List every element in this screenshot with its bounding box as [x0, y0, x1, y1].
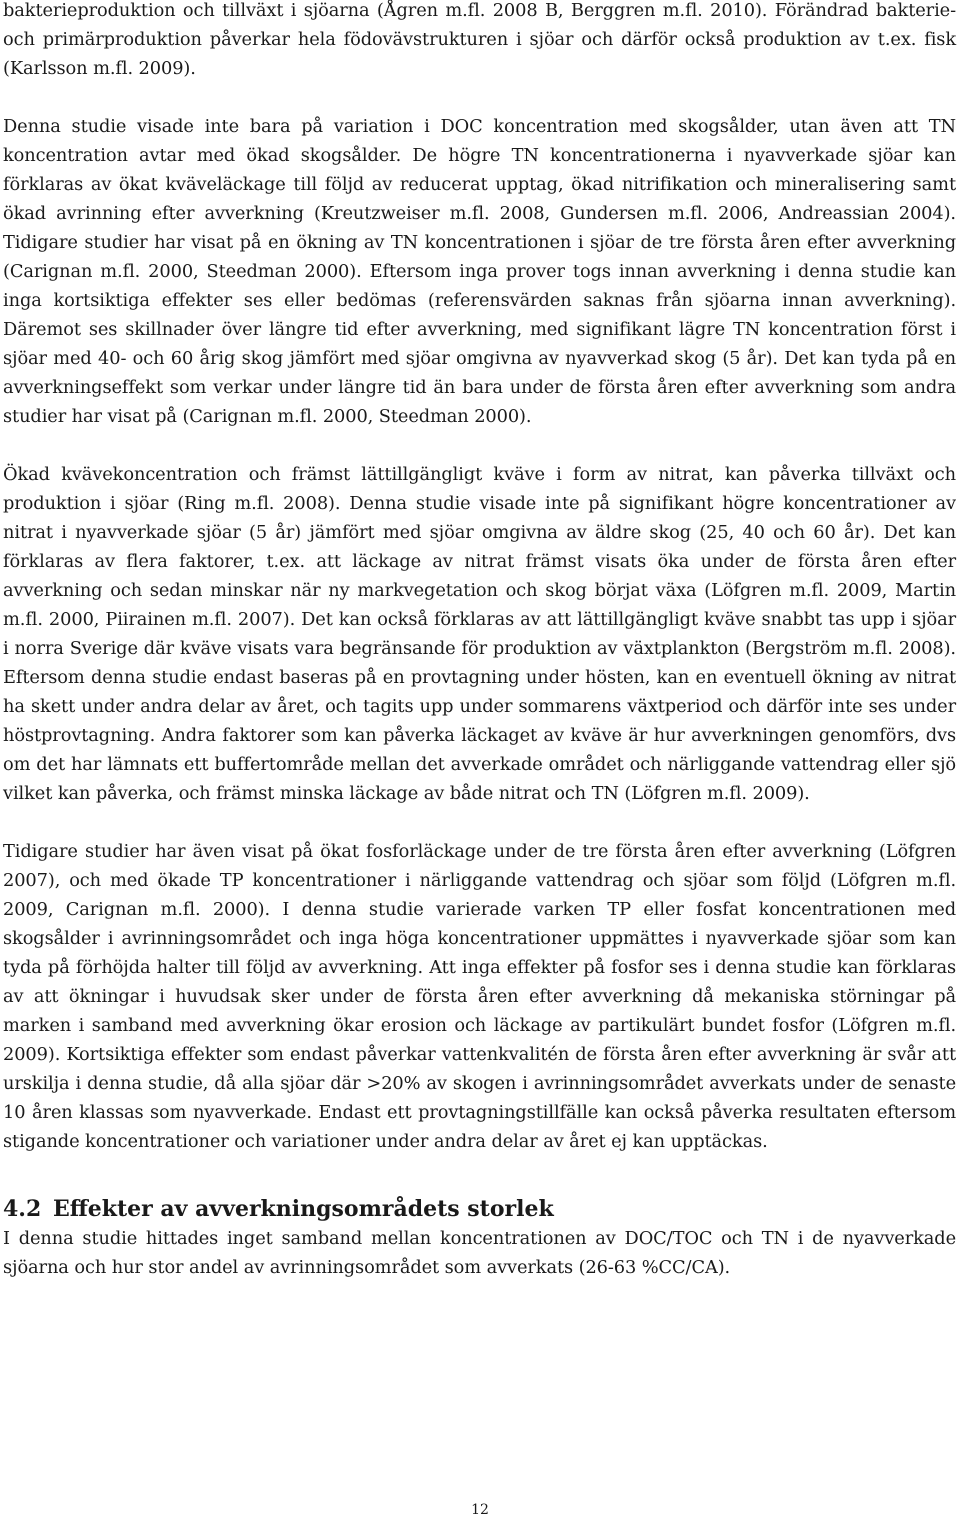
page-number: 12 [471, 1502, 489, 1518]
paragraph-3: Ökad kvävekoncentration och främst lättillgängligt kväve i form av nitrat, kan påverka tillväxt och produktion i sjöar (Ring m.fl. 2008). Denna studie visade inte på signifikant högre koncentrationer av nitrat i nyavverkade sjöar (5 år) jämfört med sjöar omgivna av äldre skog (25, 40 och 60 år). Det kan förklaras av flera faktorer, t.ex. att läckage av nitrat främst visats öka under de första åren efter avverkning och sedan minskar när ny markvegetation och skog börjat växa (Löfgren m.fl. 2009, Martin m.fl. 2000, Piirainen m.fl. 2007). Det kan också förklaras av att lättillgängligt kväve snabbt tas upp i sjöar i norra Sverige där kväve visats vara begränsande för produktion av växtplankton (Bergström m.fl. 2008). Eftersom denna studie endast baseras på en provtagning under hösten, kan en eventuell ökning av nitrat ha skett under andra delar av året, och tagits upp under sommarens växtperiod och därför inte ses under höstprovtagning. Andra faktorer som kan påverka läckaget av kväve är hur avverkningen genomförs, dvs om det har lämnats ett buffertområde mellan det avverkade området och närliggande vattendrag eller sjö vilket kan påverka, och främst minska läckage av både nitrat och TN (Löfgren m.fl. 2009). [3, 464, 956, 804]
section-heading [3, 1194, 956, 1224]
paragraph-2: Denna studie visade inte bara på variation i DOC koncentration med skogsålder, utan även att TN koncentration avtar med ökad skogsålder. De högre TN koncentrationerna i nyavverkade sjöar kan förklaras av ökat kväveläckage till följd av reducerat upptag, ökad nitrifikation och mineralisering samt ökad avrinning efter avverkning (Kreutzweiser m.fl. 2008, Gundersen m.fl. 2006, Andreassian 2004). Tidigare studier har visat på en ökning av TN koncentrationen i sjöar de tre första åren efter avverkning (Carignan m.fl. 2000, Steedman 2000). Eftersom inga prover togs innan avverkning i denna studie kan inga kortsiktiga effekter ses eller bedömas (referensvärden saknas från sjöarna innan avverkning). Däremot ses skillnader över längre tid efter avverkning, med signifikant lägre TN koncentration först i sjöar med 40- och 60 årig skog jämfört med sjöar omgivna av nyavverkad skog (5 år). Det kan tyda på en avverkningseffekt som verkar under längre tid än bara under de första åren efter avverkning som andra studier har visat på (Carignan m.fl. 2000, Steedman 2000). [3, 116, 956, 427]
section-title: Effekter av avverkningsområdets storlek [52, 1196, 554, 1222]
section-paragraph: I denna studie hittades inget samband mellan koncentrationen av DOC/TOC och TN i de nyavverkade sjöarna och hur stor andel av avrinningsområdet som avverkats (26-63 %CC/CA). [3, 1228, 956, 1278]
paragraph-4: Tidigare studier har även visat på ökat fosforläckage under de tre första åren efter avverkning (Löfgren 2007), och med ökade TP koncentrationer i närliggande vattendrag och sjöar som följd (Löfgren m.fl. 2009, Carignan m.fl. 2000). I denna studie varierade varken TP eller fosfat koncentrationen med skogsålder i avrinningsområdet och inga höga koncentrationer uppmättes i nyavverkade sjöar som kan tyda på förhöjda halter till följd av avverkning. Att inga effekter på fosfor ses i denna studie kan förklaras av att ökningar i huvudsak sker under de första åren efter avverkning då mekaniska störningar på marken i samband med avverkning ökar erosion och läckage av partikulärt bundet fosfor (Löfgren m.fl. 2009). Kortsiktiga effekter som endast påverkar vattenkvalitén de första åren efter avverkning är svår att urskilja i denna studie, då alla sjöar där >20% av skogen i avrinningsområdet avverkats under de senaste 10 åren klassas som nyavverkade. Endast ett provtagningstillfälle kan också påverka resultaten eftersom stigande koncentrationer och variationer under andra delar av året ej kan upptäckas. [3, 841, 956, 1152]
section-number: 4.2 [3, 1196, 42, 1222]
paragraph-1: bakterieproduktion och tillväxt i sjöarna (Ågren m.fl. 2008 B, Berggren m.fl. 2010). Förändrad bakterie- och primärproduktion påverkar hela födovävstrukturen i sjöar och därför också produktion av t.ex. fisk (Karlsson m.fl. 2009). [3, 0, 956, 79]
